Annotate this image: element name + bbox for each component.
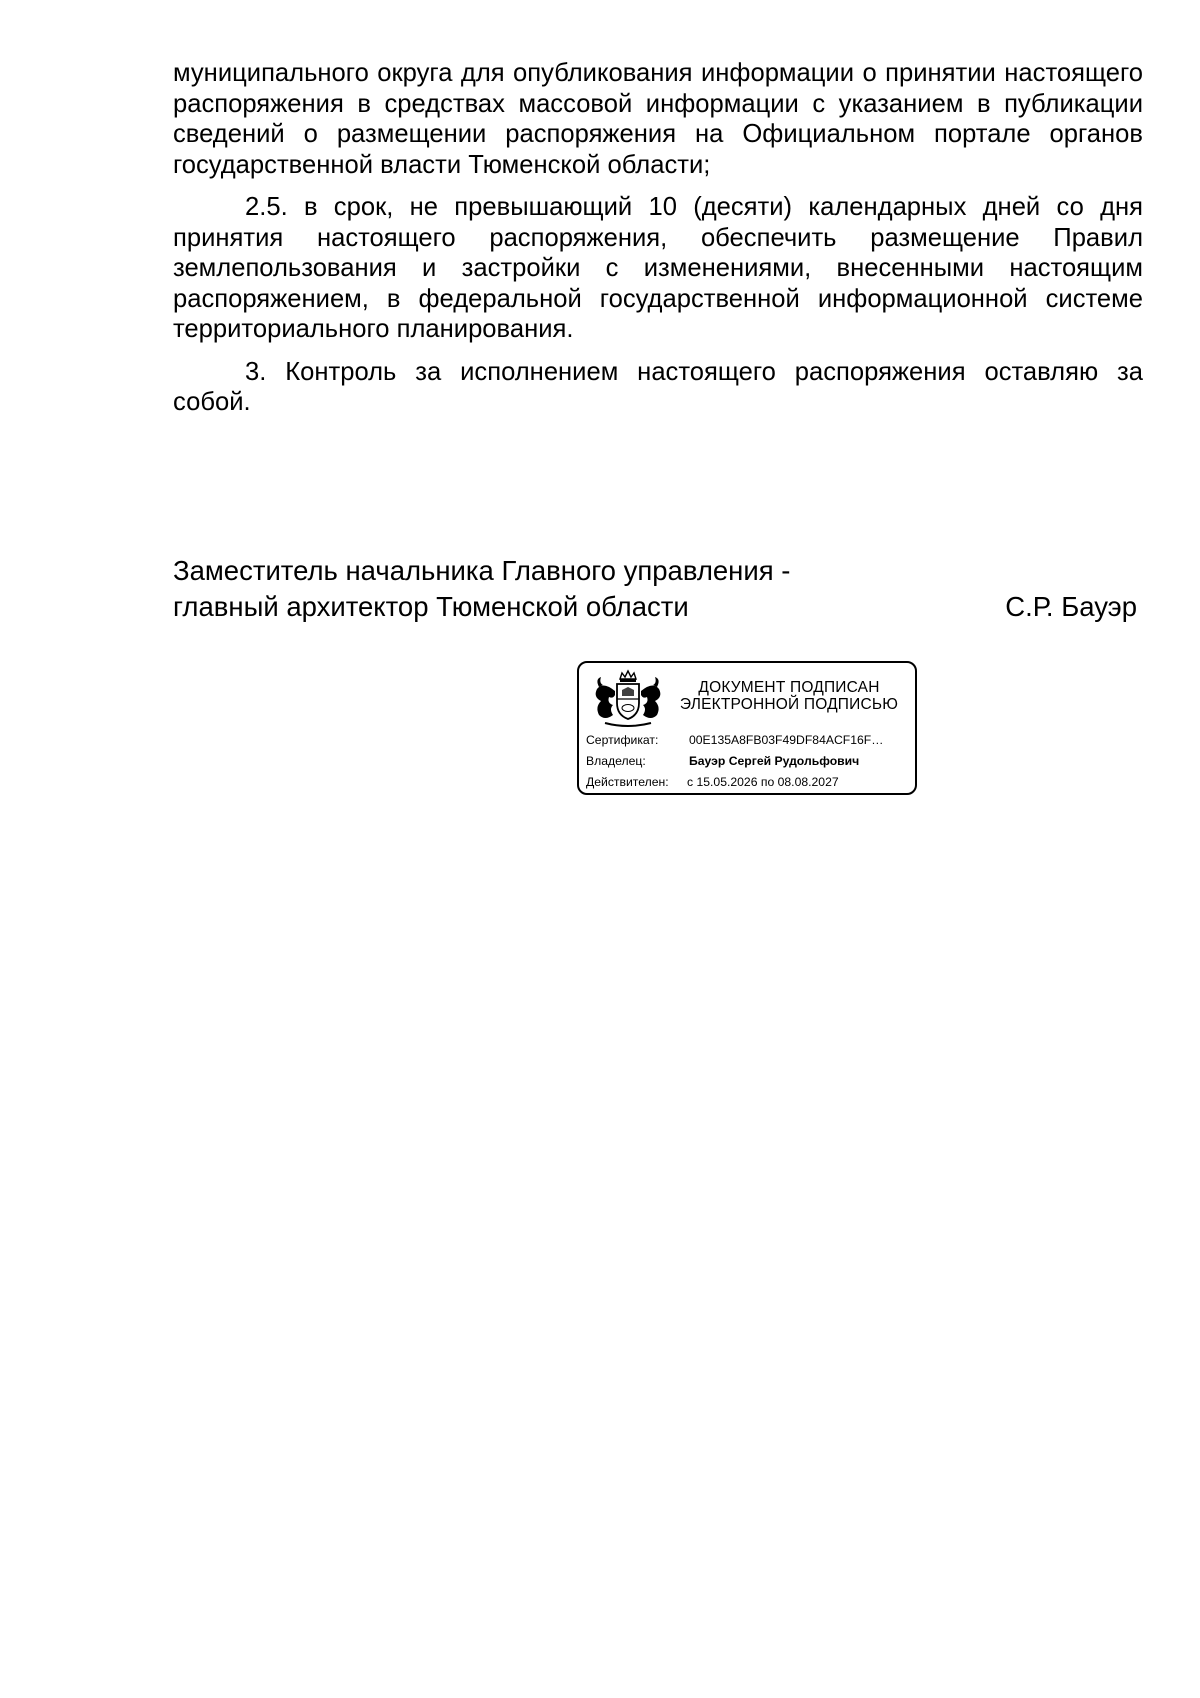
stamp-validity-row [586, 775, 839, 789]
stamp-title-line1: ДОКУМЕНТ ПОДПИСАН [698, 679, 880, 696]
certificate-value: 00E135A8FB03F49DF84ACF16F… [689, 733, 884, 747]
coat-of-arms-icon [589, 669, 667, 729]
owner-value: Бауэр Сергей Рудольфович [689, 754, 860, 768]
signer-position-line1: Заместитель начальника Главного управления - [173, 555, 791, 586]
stamp-certificate-row [586, 733, 884, 747]
paragraph-continuation: муниципального округа для опубликования информации о принятии настоящего распоряжения в средствах массовой информации с указанием в публикации сведений о размещении распоряжения на Официальном портале органов государственной власти Тюменской области; [173, 59, 1143, 179]
validity-value: с 15.05.2026 по 08.08.2027 [687, 775, 839, 789]
paragraph-2-5: 2.5. в срок, не превышающий 10 (десяти) календарных дней со дня принятия настоящего распоряжения, обеспечить размещение Правил землепользования и застройки с изменениями, внесенными настоящим распоряжением, в федеральной государственной информационной системе территориального планирования. [173, 193, 1143, 343]
owner-label: Владелец: [586, 754, 646, 768]
signature-block [173, 553, 1143, 625]
signer-position-line2: главный архитектор Тюменской области [173, 591, 689, 622]
stamp-owner-row [586, 754, 860, 768]
signer-name: С.Р. Бауэр [1005, 591, 1137, 622]
stamp-title [669, 679, 909, 713]
validity-label: Действителен: [586, 775, 669, 789]
electronic-signature-stamp [577, 661, 917, 795]
stamp-title-line2: ЭЛЕКТРОННОЙ ПОДПИСЬЮ [679, 696, 899, 713]
document-body [173, 58, 1143, 430]
paragraph-3: 3. Контроль за исполнением настоящего распоряжения оставляю за собой. [173, 357, 1143, 416]
certificate-label: Сертификат: [586, 733, 659, 747]
